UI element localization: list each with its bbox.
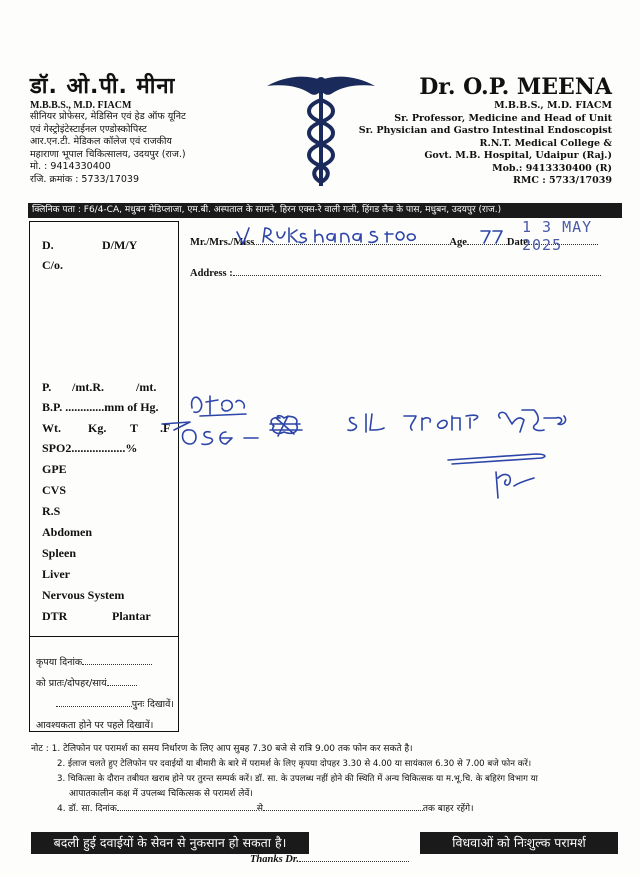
followup-revisit-field[interactable] xyxy=(56,706,132,707)
right-line-6: Mob.: 9413330400 (R) xyxy=(492,162,612,174)
label-pulse: P. xyxy=(42,380,52,394)
label-kg: Kg. xyxy=(88,421,107,435)
away-to-field[interactable] xyxy=(263,810,423,811)
thanks-line xyxy=(250,854,409,865)
label-per-min-r: /mt.R. xyxy=(72,380,104,394)
label-temp: T xyxy=(130,421,139,435)
right-header xyxy=(359,74,612,188)
handwritten-prescription xyxy=(160,388,600,508)
right-line-1: M.B.B.S., M.D. FIACM xyxy=(494,100,612,111)
label-spleen: Spleen xyxy=(42,546,77,560)
doctor-name-hindi: डॉ. ओ.पी. मीना xyxy=(30,74,176,99)
left-line-2: एवं गेस्ट्रोइंटेस्टाईनल एण्डोस्कोपिस्ट xyxy=(30,123,147,135)
followup-time-label: को प्रातः/दोपहर/सायं xyxy=(36,678,107,689)
label-liver: Liver xyxy=(42,567,70,581)
label-spo2: SPO2..................% xyxy=(42,441,138,455)
handwritten-age xyxy=(478,226,508,246)
label-cvs: CVS xyxy=(42,483,67,497)
right-line-4: R.N.T. Medical College & xyxy=(479,137,612,149)
right-line-5: Govt. M.B. Hospital, Udaipur (Raj.) xyxy=(424,150,612,161)
degree-left: M.B.B.S., M.D. FIACM xyxy=(30,100,132,111)
left-line-4: महाराणा भूपाल चिकित्सालय, उदयपुर (राज.) xyxy=(30,148,186,160)
age-label: Age xyxy=(449,237,467,248)
address-label: Address : xyxy=(190,268,233,279)
label-gpe: GPE xyxy=(42,462,67,476)
label-d: D. xyxy=(42,238,54,252)
warning-banner: बदली हुई दवाईयों के सेवन से नुकसान हो सकता है। xyxy=(31,832,309,854)
label-nervous-system: Nervous System xyxy=(42,588,125,602)
note-3-continued: आपातकालीन कक्ष में उपलब्ध चिकित्सक से परामर्श लेवें। xyxy=(69,789,253,799)
left-line-5: मो. : 9414330400 xyxy=(30,161,111,172)
followup-early-visit: आवश्यकता होने पर पहले दिखावें। xyxy=(36,720,154,731)
date-label: Date xyxy=(506,237,528,248)
left-line-3: आर.एन.टी. मेडिकल कॉलेज एवं राजकीय xyxy=(30,136,172,147)
label-abdomen: Abdomen xyxy=(42,525,93,539)
note-4-start: 4. डॉ. सा. दिनांक xyxy=(57,804,117,814)
referring-doctor-field[interactable] xyxy=(299,861,409,862)
label-bp: B.P. .............mm of Hg. xyxy=(42,400,159,414)
thanks-label: Thanks Dr. xyxy=(250,854,300,865)
away-from-field[interactable] xyxy=(117,810,257,811)
doctor-name-english: Dr. O.P. MEENA xyxy=(419,74,612,100)
note-1: 1. टेलिफोन पर परामर्श का समय निर्धारण के लिए आप सुबह 7.30 बजे से रात्रि 9.00 तक फोन कर सकते है। xyxy=(51,744,413,754)
clinic-address-bar: क्लिनिक पता : F6/4-CA, मधुबन मेडिप्लाजा, एम.बी. अस्पताल के सामने, हिरन एक्स-रे वाली गली, हिंगड लैब के पास, मधुबन, उदयपुर (राज.) xyxy=(28,203,622,218)
label-fahrenheit: .F xyxy=(160,421,171,435)
followup-date-field[interactable] xyxy=(82,664,152,665)
label-dtr: DTR xyxy=(42,609,68,623)
left-line-6: रजि. क्रमांक : 5733/17039 xyxy=(30,173,140,185)
note-4-end: तक बाहर रहेंगे। xyxy=(422,804,474,814)
right-line-3: Sr. Physician and Gastro Intestinal Endoscopist xyxy=(358,125,612,136)
label-wt: Wt. xyxy=(42,421,61,435)
note-2: 2. ईलाज चलते हुए टेलिफोन पर दवाईयों या बीमारी के बारे में परामर्श के लिए कृपया दोपहर 3.30 से 4.00 या सायंकाल 6.30 से 7.00 बजे फोन करें। xyxy=(57,759,532,769)
free-consultation-banner: विधवाओं को निःशुल्क परामर्श xyxy=(420,832,618,854)
label-co: C/o. xyxy=(42,258,63,272)
followup-revisit-label: पुनः दिखावें। xyxy=(131,699,174,710)
address-field[interactable] xyxy=(233,275,601,276)
handwritten-patient-name xyxy=(235,224,435,250)
note-4-mid: से xyxy=(256,804,263,814)
date-stamp: 1 3 MAY 2025 xyxy=(522,218,593,254)
label-dmy: D/M/Y xyxy=(102,238,138,252)
followup-time-field[interactable] xyxy=(107,685,137,686)
label-per-min: /mt. xyxy=(136,380,157,394)
notes-prefix: नोट : xyxy=(31,744,49,754)
label-plantar: Plantar xyxy=(112,609,151,623)
right-line-7: RMC : 5733/17039 xyxy=(512,175,612,186)
right-line-2: Sr. Professor, Medicine and Head of Unit xyxy=(394,112,612,124)
label-rs: R.S xyxy=(42,504,61,518)
address-line xyxy=(190,268,601,279)
left-line-1: सीनियर प्रोफेसर, मेडिसिन एवं हेड ऑफ यूनिट xyxy=(30,111,186,122)
left-header xyxy=(30,70,186,186)
name-label: Mr./Mrs./Miss xyxy=(190,237,255,248)
note-3: 3. चिकित्सा के दौरान तबीयत खराब होने पर तुरन्त सम्पर्क करें। डॉ. सा. के उपलब्ध नहीं होने की स्थिति में अन्य चिकित्सक या म.भू.चि. के बहिरंग विभाग या xyxy=(57,774,538,784)
followup-box xyxy=(29,637,179,732)
notes-section xyxy=(31,742,631,817)
followup-date-label: कृपया दिनांक xyxy=(36,657,83,668)
